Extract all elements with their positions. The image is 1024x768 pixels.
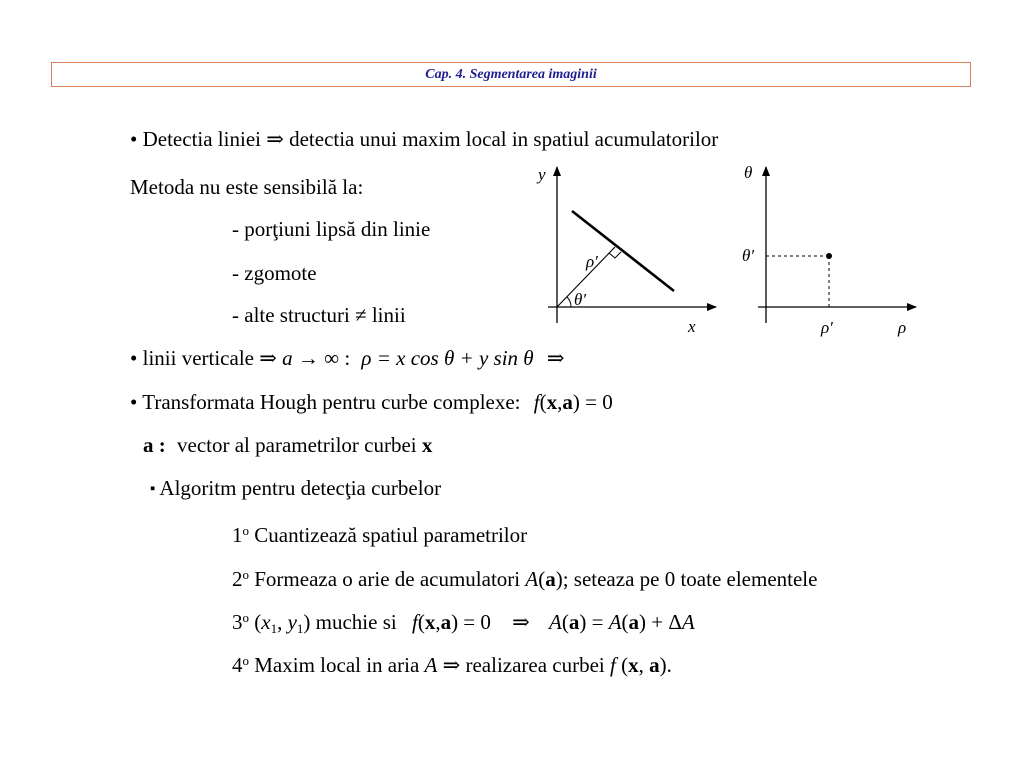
implies-symbol: ⇒ bbox=[512, 610, 530, 634]
implies-symbol: ⇒ bbox=[259, 346, 277, 370]
accumulator-peak-point bbox=[826, 253, 832, 259]
vertical-lines-bullet bbox=[130, 345, 564, 371]
step-number: 3 bbox=[232, 610, 243, 634]
image-space-plot bbox=[536, 165, 716, 336]
math-var: a : bbox=[143, 433, 166, 457]
parameter-space-plot bbox=[742, 163, 916, 337]
theta-prime-label: θ′ bbox=[574, 290, 587, 309]
math-var: a bbox=[545, 567, 556, 591]
item-noise bbox=[232, 260, 317, 286]
item-other-structures bbox=[232, 302, 406, 328]
math-var: a bbox=[649, 653, 660, 677]
rho-tick-label: ρ′ bbox=[821, 318, 833, 337]
step-4 bbox=[232, 648, 672, 678]
math-var: a bbox=[440, 610, 452, 634]
right-angle-mark bbox=[609, 252, 621, 258]
math-punct: , bbox=[277, 610, 288, 634]
square-bullet: ▪ bbox=[150, 481, 156, 497]
text: linii verticale bbox=[142, 346, 254, 370]
text: linii bbox=[371, 303, 406, 327]
angle-arc bbox=[567, 297, 571, 307]
step-number: 4 bbox=[232, 653, 243, 677]
hough-complex-bullet bbox=[130, 389, 613, 415]
implies-symbol: ⇒ bbox=[442, 653, 461, 677]
text: Formeaza o arie de acumulatori bbox=[254, 567, 521, 591]
detected-line bbox=[572, 211, 674, 291]
step-2 bbox=[232, 562, 817, 592]
theta-tick-label: θ′ bbox=[742, 246, 755, 265]
math-punct: ( bbox=[538, 567, 546, 591]
math-var: a bbox=[562, 390, 573, 414]
algorithm-heading bbox=[150, 475, 441, 502]
math-punct: , bbox=[638, 653, 650, 677]
math-punct: ( bbox=[254, 610, 262, 634]
method-line bbox=[130, 174, 363, 200]
math-var: a bbox=[282, 346, 293, 370]
math-var: a bbox=[628, 610, 640, 634]
hough-diagram bbox=[528, 155, 928, 345]
text: ) muchie si bbox=[303, 610, 397, 634]
rho-axis-label: ρ bbox=[898, 318, 907, 337]
math-punct: ( bbox=[417, 610, 425, 634]
math-var: A bbox=[549, 610, 562, 634]
math-var: x bbox=[424, 610, 436, 634]
subscript: 1 bbox=[270, 621, 278, 636]
bullet: • bbox=[130, 390, 138, 414]
param-vector-line bbox=[143, 432, 432, 458]
text: Transformata Hough pentru curbe complexe: bbox=[142, 390, 521, 414]
text: Metoda nu este sensibilă la: bbox=[130, 175, 364, 199]
text: Cuantizează spatiul parametrilor bbox=[254, 523, 528, 547]
text: Maxim local in aria bbox=[254, 653, 420, 677]
math-var: x bbox=[421, 433, 433, 457]
math-punct: ) = 0 bbox=[451, 610, 491, 634]
bullet: • bbox=[130, 346, 138, 370]
rho-prime-label: ρ′ bbox=[586, 252, 598, 271]
math-var: A bbox=[525, 567, 539, 591]
math-punct: , bbox=[557, 390, 563, 414]
implies-symbol: ⇒ bbox=[266, 127, 284, 151]
degree-sup: o bbox=[242, 653, 249, 668]
text: - zgomote bbox=[232, 261, 317, 285]
text: Detectia liniei bbox=[142, 127, 261, 151]
implies-symbol: ⇒ bbox=[546, 346, 565, 370]
text: - alte structuri bbox=[232, 303, 350, 327]
math-var: x bbox=[546, 390, 558, 414]
arrow-symbol: → bbox=[297, 346, 319, 370]
math-var: y bbox=[287, 610, 297, 634]
item-missing-portions bbox=[232, 216, 430, 242]
step-3 bbox=[232, 605, 695, 642]
math-var: A bbox=[424, 653, 438, 677]
header-title: Cap. 4. Segmentarea imaginii bbox=[425, 67, 597, 82]
x-axis-label: x bbox=[688, 317, 696, 336]
text: realizarea curbei bbox=[465, 653, 605, 677]
infinity-symbol: ∞ : bbox=[324, 346, 351, 370]
step-1 bbox=[232, 518, 527, 548]
slide-header bbox=[51, 62, 971, 87]
degree-sup: o bbox=[242, 523, 249, 538]
math-var: A bbox=[608, 610, 622, 634]
theta-axis-label: θ bbox=[744, 163, 753, 182]
math-punct: , bbox=[435, 610, 441, 634]
math-punct: ) + Δ bbox=[639, 610, 682, 634]
math-var: x bbox=[628, 653, 639, 677]
math-var: A bbox=[681, 610, 695, 634]
text: ); seteaza pe 0 toate elementele bbox=[555, 567, 818, 591]
step-number: 1 bbox=[232, 523, 243, 547]
y-axis-label: y bbox=[538, 165, 546, 184]
math-punct: ( bbox=[621, 610, 629, 634]
math-punct: ) = 0 bbox=[572, 390, 613, 414]
bullet: • bbox=[130, 127, 138, 151]
math-var: x bbox=[261, 610, 271, 634]
degree-sup: o bbox=[242, 567, 249, 582]
math-var: f bbox=[411, 610, 418, 634]
math-punct: ( bbox=[539, 390, 547, 414]
step-number: 2 bbox=[232, 567, 243, 591]
math-var: f bbox=[533, 390, 540, 414]
math-punct: ( bbox=[621, 653, 629, 677]
math-punct: ). bbox=[659, 653, 672, 677]
text: - porţiuni lipsă din linie bbox=[232, 217, 431, 241]
math-punct: ) = bbox=[579, 610, 609, 634]
line-detection-bullet bbox=[130, 126, 718, 152]
degree-sup: o bbox=[242, 610, 249, 625]
text: vector al parametrilor curbei bbox=[177, 433, 417, 457]
not-equal-symbol: ≠ bbox=[355, 303, 367, 327]
subscript: 1 bbox=[296, 621, 304, 636]
math-var: f bbox=[610, 653, 616, 677]
hough-equation: ρ = x cos θ + y sin θ bbox=[361, 346, 534, 370]
math-var: a bbox=[568, 610, 580, 634]
text: detectia unui maxim local in spatiul acumulatorilor bbox=[289, 127, 719, 151]
text: Algoritm pentru detecţia curbelor bbox=[159, 476, 442, 500]
math-punct: ( bbox=[561, 610, 569, 634]
